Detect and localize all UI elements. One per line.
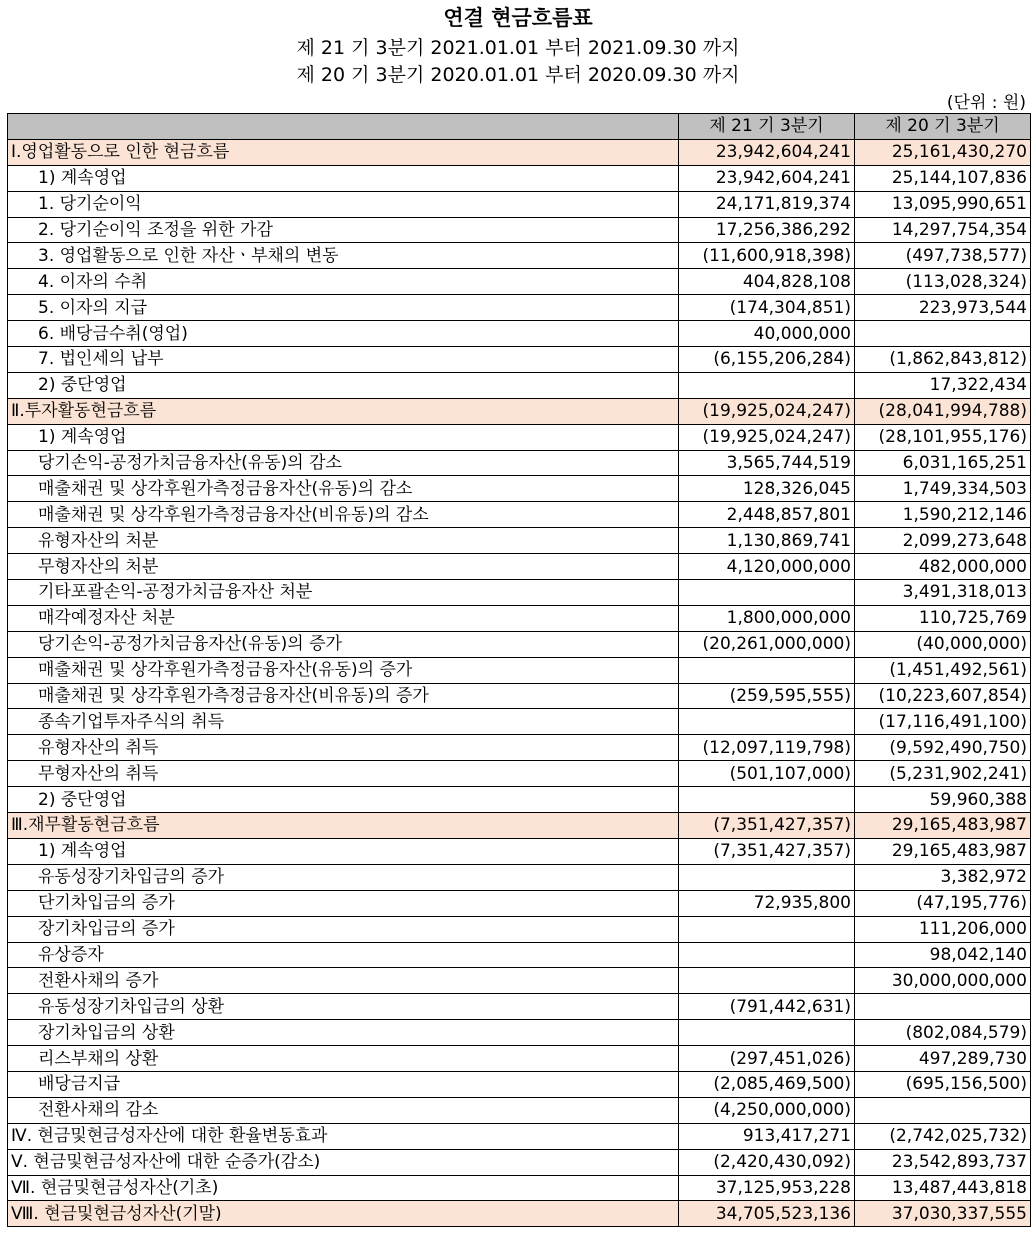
value-previous: 98,042,140 [855, 942, 1031, 968]
row-label: 4. 이자의 수취 [8, 269, 679, 295]
value-previous [855, 1097, 1031, 1123]
table-row [8, 191, 1031, 217]
row-label: 기타포괄손익-공정가치금융자산 처분 [8, 580, 679, 606]
table-row [8, 1071, 1031, 1097]
table-row [8, 1046, 1031, 1072]
row-label: 무형자산의 처분 [8, 554, 679, 580]
table-body [8, 139, 1031, 1226]
row-label: Ⅶ. 현금및현금성자산(기초) [8, 1175, 679, 1201]
row-label: 배당금지급 [8, 1071, 679, 1097]
row-label: 유동성장기차입금의 상환 [8, 994, 679, 1020]
row-label: 1) 계속영업 [8, 165, 679, 191]
table-row [8, 139, 1031, 165]
value-previous: (5,231,902,241) [855, 761, 1031, 787]
value-current: 24,171,819,374 [679, 191, 855, 217]
header-cell-previous: 제 20 기 3분기 [855, 114, 1031, 140]
value-previous [855, 994, 1031, 1020]
row-label: 6. 배당금수취(영업) [8, 321, 679, 347]
table-row [8, 528, 1031, 554]
row-label: Ⅲ.재무활동현금흐름 [8, 813, 679, 839]
value-current: 1,130,869,741 [679, 528, 855, 554]
table-row [8, 605, 1031, 631]
value-previous: (17,116,491,100) [855, 709, 1031, 735]
table-row [8, 709, 1031, 735]
value-previous: (47,195,776) [855, 890, 1031, 916]
value-current: (791,442,631) [679, 994, 855, 1020]
table-row [8, 968, 1031, 994]
row-label: 3. 영업활동으로 인한 자산ㆍ부채의 변동 [8, 243, 679, 269]
row-label: 1) 계속영업 [8, 424, 679, 450]
table-row [8, 787, 1031, 813]
value-previous: 2,099,273,648 [855, 528, 1031, 554]
table-row [8, 554, 1031, 580]
row-label: 장기차입금의 증가 [8, 916, 679, 942]
table-row [8, 165, 1031, 191]
value-current: 3,565,744,519 [679, 450, 855, 476]
value-current: (7,351,427,357) [679, 813, 855, 839]
row-label: 매출채권 및 상각후원가측정금융자산(비유동)의 감소 [8, 502, 679, 528]
value-current: (6,155,206,284) [679, 347, 855, 373]
row-label: 유동성장기차입금의 증가 [8, 864, 679, 890]
table-row [8, 657, 1031, 683]
table-row [8, 1123, 1031, 1149]
table-row [8, 631, 1031, 657]
table-header-row [8, 114, 1031, 140]
table-row [8, 269, 1031, 295]
row-label: 2. 당기순이익 조정을 위한 가감 [8, 217, 679, 243]
row-label: 유형자산의 처분 [8, 528, 679, 554]
document-title: 연결 현금흐름표 [443, 6, 593, 30]
value-current: 17,256,386,292 [679, 217, 855, 243]
table-row [8, 476, 1031, 502]
row-label: Ⅴ. 현금및현금성자산에 대한 순증가(감소) [8, 1149, 679, 1175]
row-label: 전환사채의 감소 [8, 1097, 679, 1123]
value-previous: 29,165,483,987 [855, 813, 1031, 839]
value-current [679, 709, 855, 735]
value-current: (259,595,555) [679, 683, 855, 709]
row-label: 매출채권 및 상각후원가측정금융자산(비유동)의 증가 [8, 683, 679, 709]
table-row [8, 1175, 1031, 1201]
row-label: Ⅳ. 현금및현금성자산에 대한 환율변동효과 [8, 1123, 679, 1149]
table-row [8, 580, 1031, 606]
value-previous: 482,000,000 [855, 554, 1031, 580]
row-label: 2) 중단영업 [8, 372, 679, 398]
value-previous: (28,041,994,788) [855, 398, 1031, 424]
value-previous: 13,095,990,651 [855, 191, 1031, 217]
table-row [8, 1149, 1031, 1175]
value-previous: (1,451,492,561) [855, 657, 1031, 683]
value-current: 913,417,271 [679, 1123, 855, 1149]
value-previous: 13,487,443,818 [855, 1175, 1031, 1201]
value-previous: (113,028,324) [855, 269, 1031, 295]
header-cell-current: 제 21 기 3분기 [679, 114, 855, 140]
value-previous: 25,161,430,270 [855, 139, 1031, 165]
table-row [8, 864, 1031, 890]
row-label: 단기차입금의 증가 [8, 890, 679, 916]
value-current: 72,935,800 [679, 890, 855, 916]
cash-flow-table [7, 113, 1031, 1227]
table-row [8, 813, 1031, 839]
value-current: (7,351,427,357) [679, 838, 855, 864]
value-previous: 29,165,483,987 [855, 838, 1031, 864]
value-current [679, 968, 855, 994]
value-current: 23,942,604,241 [679, 165, 855, 191]
row-label: 전환사채의 증가 [8, 968, 679, 994]
row-label: 종속기업투자주식의 취득 [8, 709, 679, 735]
value-current: 128,326,045 [679, 476, 855, 502]
value-current: (19,925,024,247) [679, 424, 855, 450]
value-previous [855, 321, 1031, 347]
value-current [679, 372, 855, 398]
value-current [679, 787, 855, 813]
value-current [679, 1020, 855, 1046]
value-current: 1,800,000,000 [679, 605, 855, 631]
value-previous: (28,101,955,176) [855, 424, 1031, 450]
value-current: (19,925,024,247) [679, 398, 855, 424]
table-row [8, 347, 1031, 373]
table-row [8, 243, 1031, 269]
value-previous: 25,144,107,836 [855, 165, 1031, 191]
table-row [8, 838, 1031, 864]
row-label: 5. 이자의 지급 [8, 295, 679, 321]
table-row [8, 398, 1031, 424]
value-current [679, 864, 855, 890]
table-row [8, 994, 1031, 1020]
row-label: 1) 계속영업 [8, 838, 679, 864]
value-current: 37,125,953,228 [679, 1175, 855, 1201]
period-current: 제 21 기 3분기 2021.01.01 부터 2021.09.30 까지 [296, 37, 740, 59]
table-row [8, 372, 1031, 398]
row-label: 당기손익-공정가치금융자산(유동)의 감소 [8, 450, 679, 476]
row-label: Ⅱ.투자활동현금흐름 [8, 398, 679, 424]
value-previous: 111,206,000 [855, 916, 1031, 942]
value-current: (501,107,000) [679, 761, 855, 787]
header-cell-item [8, 114, 679, 140]
unit-label: (단위 : 원) [946, 93, 1026, 113]
value-previous: 1,749,334,503 [855, 476, 1031, 502]
row-label: 매출채권 및 상각후원가측정금융자산(유동)의 감소 [8, 476, 679, 502]
row-label: 2) 중단영업 [8, 787, 679, 813]
value-current: (12,097,119,798) [679, 735, 855, 761]
value-current: 40,000,000 [679, 321, 855, 347]
value-current [679, 580, 855, 606]
table-row [8, 502, 1031, 528]
row-label: 유형자산의 취득 [8, 735, 679, 761]
value-current: (174,304,851) [679, 295, 855, 321]
row-label: 무형자산의 취득 [8, 761, 679, 787]
row-label: 1. 당기순이익 [8, 191, 679, 217]
table-row [8, 916, 1031, 942]
value-current: 4,120,000,000 [679, 554, 855, 580]
row-label: 7. 법인세의 납부 [8, 347, 679, 373]
value-previous: (10,223,607,854) [855, 683, 1031, 709]
value-current [679, 942, 855, 968]
row-label: 당기손익-공정가치금융자산(유동)의 증가 [8, 631, 679, 657]
value-previous: (2,742,025,732) [855, 1123, 1031, 1149]
value-current: (2,420,430,092) [679, 1149, 855, 1175]
row-label: 매각예정자산 처분 [8, 605, 679, 631]
value-previous: (497,738,577) [855, 243, 1031, 269]
value-previous: (695,156,500) [855, 1071, 1031, 1097]
value-current: (2,085,469,500) [679, 1071, 855, 1097]
value-current: (11,600,918,398) [679, 243, 855, 269]
value-previous: 30,000,000,000 [855, 968, 1031, 994]
value-previous: 223,973,544 [855, 295, 1031, 321]
table-row [8, 217, 1031, 243]
value-previous: 59,960,388 [855, 787, 1031, 813]
row-label: 매출채권 및 상각후원가측정금융자산(유동)의 증가 [8, 657, 679, 683]
value-current: 404,828,108 [679, 269, 855, 295]
value-previous: 497,289,730 [855, 1046, 1031, 1072]
value-current: 34,705,523,136 [679, 1201, 855, 1227]
value-current: (4,250,000,000) [679, 1097, 855, 1123]
value-previous: 23,542,893,737 [855, 1149, 1031, 1175]
table-row [8, 450, 1031, 476]
table-row [8, 735, 1031, 761]
table-row [8, 321, 1031, 347]
value-previous: (802,084,579) [855, 1020, 1031, 1046]
table-row [8, 761, 1031, 787]
value-previous: 37,030,337,555 [855, 1201, 1031, 1227]
table-row [8, 942, 1031, 968]
value-previous: (9,592,490,750) [855, 735, 1031, 761]
row-label: Ⅷ. 현금및현금성자산(기말) [8, 1201, 679, 1227]
table-row [8, 1201, 1031, 1227]
value-previous: 3,382,972 [855, 864, 1031, 890]
value-current [679, 657, 855, 683]
value-current: (20,261,000,000) [679, 631, 855, 657]
row-label: 리스부채의 상환 [8, 1046, 679, 1072]
value-previous: 3,491,318,013 [855, 580, 1031, 606]
table-row [8, 890, 1031, 916]
value-current: (297,451,026) [679, 1046, 855, 1072]
period-previous: 제 20 기 3분기 2020.01.01 부터 2020.09.30 까지 [296, 64, 740, 86]
row-label: 장기차입금의 상환 [8, 1020, 679, 1046]
table-row [8, 683, 1031, 709]
value-current [679, 916, 855, 942]
value-current: 23,942,604,241 [679, 139, 855, 165]
row-label: Ⅰ.영업활동으로 인한 현금흐름 [8, 139, 679, 165]
table-row [8, 1020, 1031, 1046]
value-previous: 110,725,769 [855, 605, 1031, 631]
value-current: 2,448,857,801 [679, 502, 855, 528]
table-row [8, 1097, 1031, 1123]
value-previous: (40,000,000) [855, 631, 1031, 657]
value-previous: 17,322,434 [855, 372, 1031, 398]
value-previous: 6,031,165,251 [855, 450, 1031, 476]
table-row [8, 295, 1031, 321]
value-previous: 14,297,754,354 [855, 217, 1031, 243]
table-row [8, 424, 1031, 450]
row-label: 유상증자 [8, 942, 679, 968]
value-previous: (1,862,843,812) [855, 347, 1031, 373]
value-previous: 1,590,212,146 [855, 502, 1031, 528]
